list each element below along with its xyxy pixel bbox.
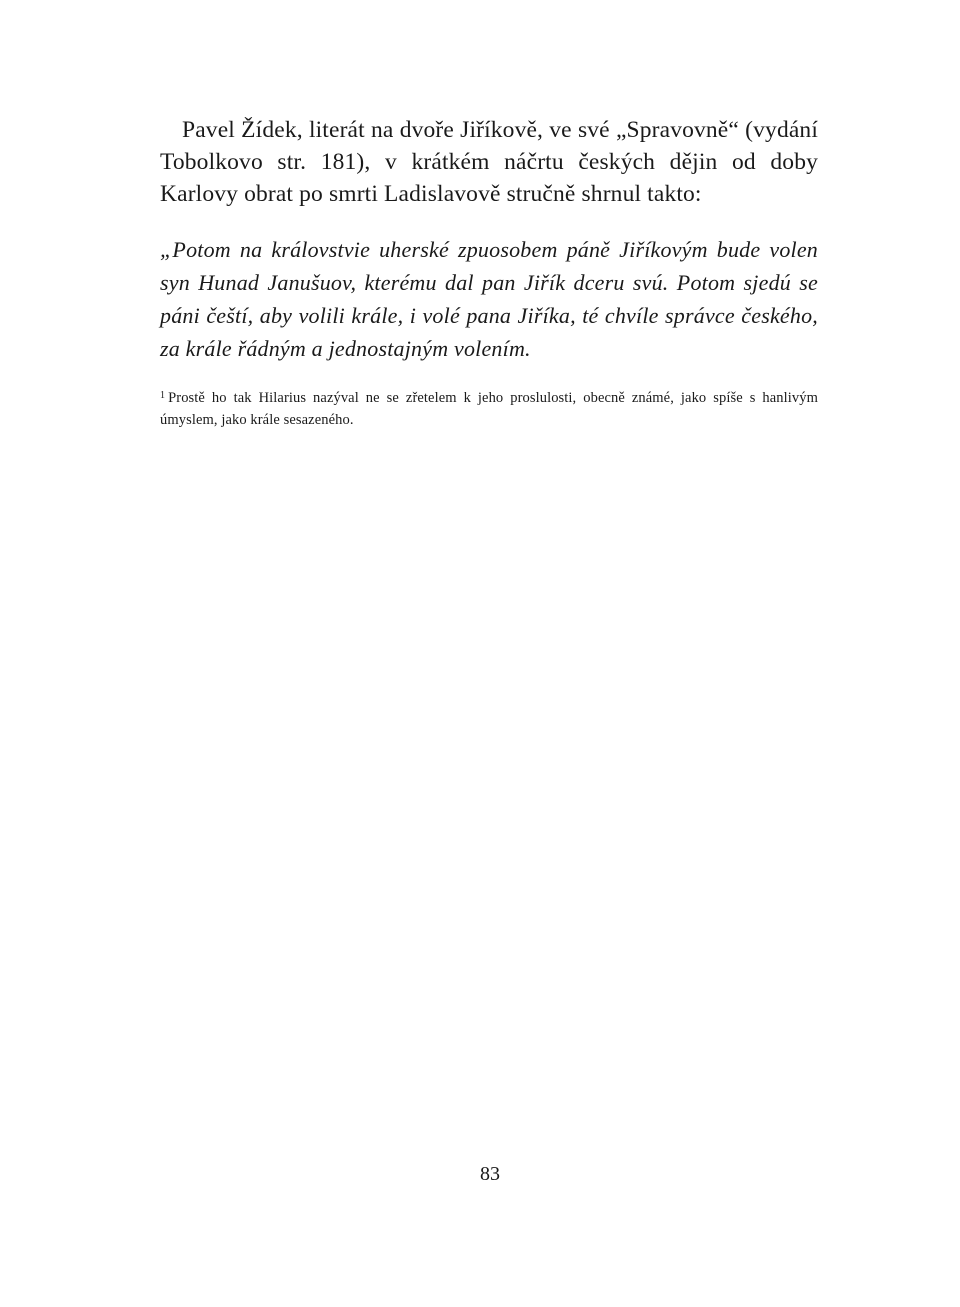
page-number: 83 — [480, 1163, 500, 1185]
quoted-passage: „Potom na královstvie uherské zpuosobem páně Jiříkovým bude volen syn Hunad Janušuov, kterému dal pan Jiřík dceru svú. Potom sjedú se páni čeští, aby volili krále, i volé pana Jiříka, té chvíle správce českého, za krále řádným a jednostajným volením. — [160, 237, 818, 361]
footnote-text: Prostě ho tak Hilarius nazýval ne se zřetelem k jeho proslulosti, obecně známé, jako spíše s hanlivým úmyslem, jako krále sesazeného. — [160, 390, 818, 428]
body-paragraph: Pavel Žídek, literát na dvoře Jiříkově, ve své „Spravovně“ (vydání Tobolkovo str. 181), v krátkém náčrtu českých dějin od doby Karlovy obrat po smrti Ladislavově stručně shrnul takto: — [160, 117, 818, 207]
footnote-marker: 1 — [160, 390, 166, 401]
footnote — [160, 385, 818, 431]
